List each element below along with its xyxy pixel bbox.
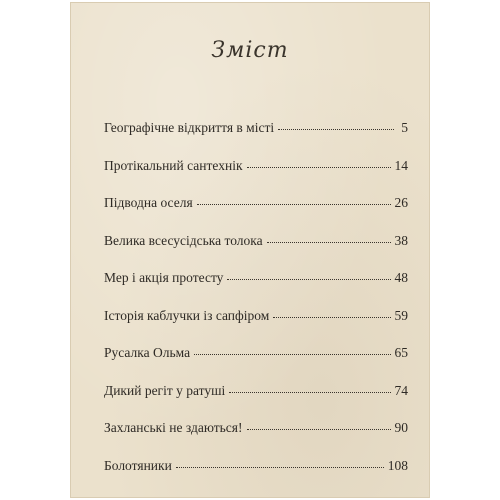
toc-entry [104,308,408,346]
entry-title: Русалка Ольма [104,345,191,360]
dot-leader [267,242,391,243]
dot-leader [194,354,390,355]
dot-leader [247,167,391,168]
dot-leader [273,317,390,318]
dot-leader [227,279,390,280]
toc-entry [104,195,408,233]
toc-entry [104,420,408,458]
entry-title: Географічне відкриття в місті [104,120,275,135]
table-of-contents [104,120,408,495]
entry-page-number: 74 [394,382,408,398]
dot-leader [197,204,391,205]
dot-leader [247,429,391,430]
entry-title: Дикий регіт у ратуші [104,382,226,398]
toc-entry [104,270,408,308]
entry-page-number: 14 [394,157,408,173]
toc-entry [104,233,408,271]
entry-page-number: 48 [394,270,408,285]
dot-leader [229,392,390,393]
entry-title: Мер і акція протесту [104,270,224,285]
dot-leader [176,467,384,468]
entry-page-number: 26 [394,195,408,210]
entry-title: Захланські не здаються! [104,420,243,435]
toc-entry [104,120,408,158]
toc-entry [104,158,408,196]
entry-title: Протікальний сантехнік [104,157,243,173]
entry-page-number: 38 [394,232,408,248]
entry-page-number: 5 [401,120,408,135]
contents-title: Зміст [211,38,289,63]
toc-entry [104,458,408,496]
book-page [70,2,430,498]
entry-title: Болотяники [104,457,172,473]
entry-page-number: 59 [394,307,408,323]
entry-page-number: 108 [387,457,408,473]
dot-leader [278,129,394,130]
entry-title: Підводна оселя [104,195,193,210]
toc-entry [104,345,408,383]
entry-title: Історія каблучки із сапфіром [104,307,270,323]
entry-title: Велика всесусідська толока [104,232,263,248]
entry-page-number: 90 [394,420,408,435]
toc-entry [104,383,408,421]
entry-page-number: 65 [394,345,408,360]
